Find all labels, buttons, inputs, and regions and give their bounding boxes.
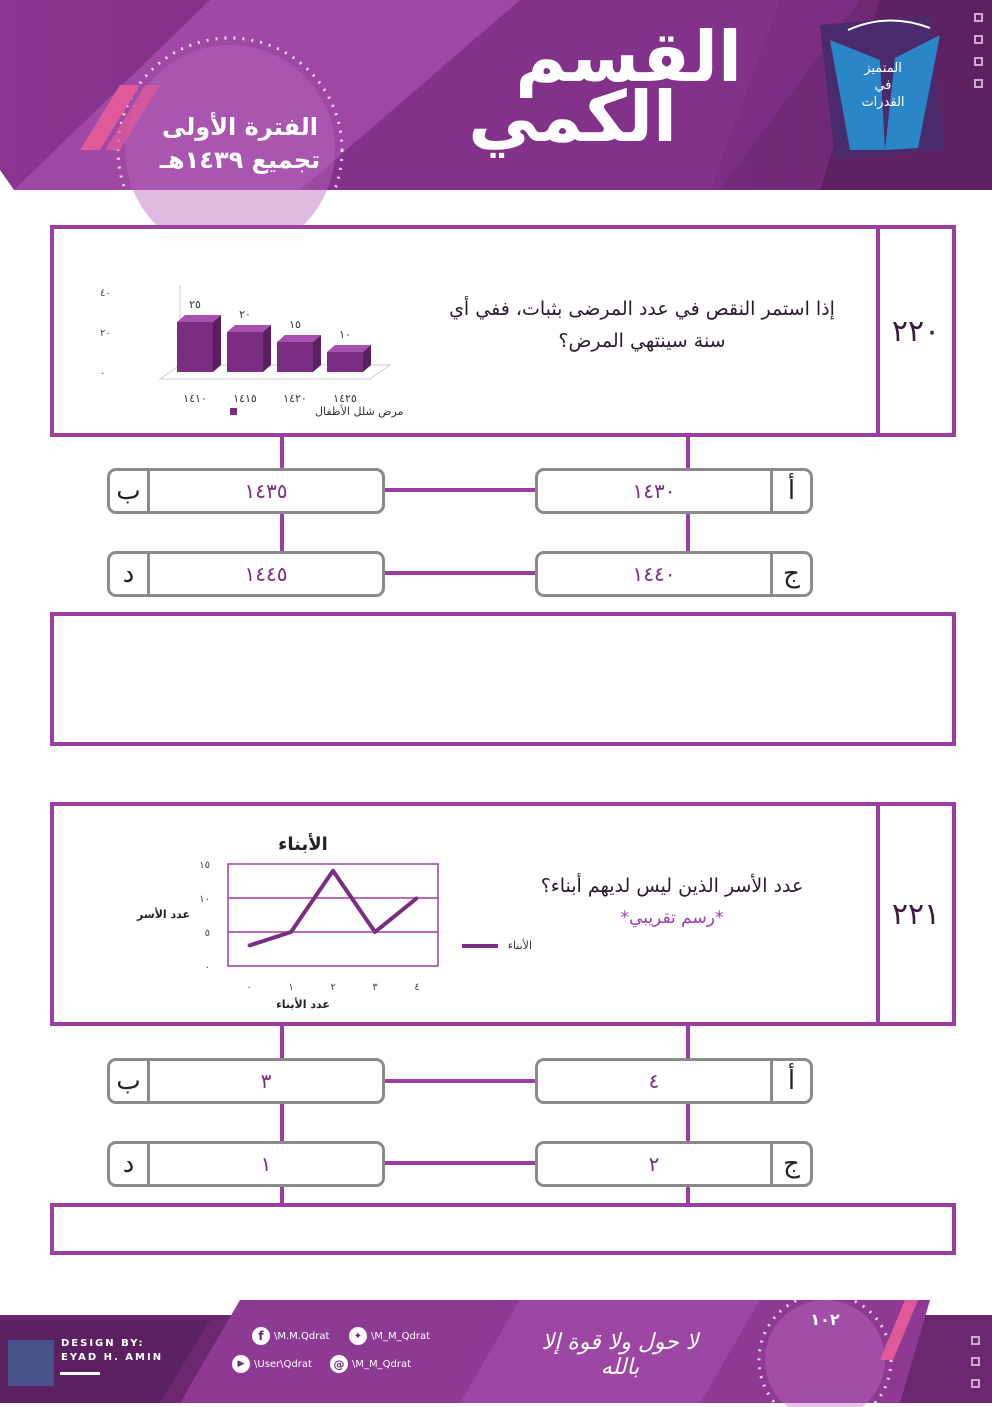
option-d[interactable] (107, 1141, 385, 1187)
bar-side (213, 315, 221, 372)
youtube-icon: ▶ (232, 1355, 250, 1373)
question-text-line1: إذا استمر النقص في عدد المرضى بثبات، ففي أي (449, 298, 835, 320)
y-axis-label: عدد الأسر (137, 908, 190, 921)
legend-label: مرض شلل الأطفال (315, 405, 404, 418)
question-box-220 (50, 225, 956, 437)
question-text-line2: سنة سينتهي المرض؟ (558, 330, 726, 352)
x-tick-label: ٢ (330, 982, 336, 993)
social-handle: \M_M_Qdrat (371, 1330, 431, 1342)
social-twitter[interactable] (349, 1327, 430, 1345)
data-point (416, 897, 419, 900)
legend-swatch (230, 408, 237, 415)
page-number: ١٠٢ (810, 1310, 840, 1329)
option-letter: ج (770, 554, 810, 594)
calligraphy-text: لا حول ولا قوة إلا بالله (541, 1330, 699, 1380)
period-subtitle: تجميع ١٤٣٩هـ (159, 146, 321, 174)
question-text (492, 870, 852, 934)
option-letter: أ (770, 1061, 810, 1101)
y-tick-label: ٠ (204, 962, 210, 973)
x-tick-label: ٣ (372, 982, 378, 993)
x-tick-label: ١٤١٠ (183, 392, 207, 405)
facebook-icon: f (252, 1327, 270, 1345)
logo-line2: في (874, 78, 892, 93)
option-d[interactable] (107, 551, 385, 597)
data-point (290, 931, 293, 934)
question-note: *رسم تقريبي* (620, 908, 724, 928)
series-line (249, 871, 417, 946)
option-letter: د (110, 554, 150, 594)
designer-name: EYAD H. AMIN (61, 1352, 164, 1363)
option-letter: أ (770, 471, 810, 511)
question-text (412, 293, 872, 357)
option-letter: ب (110, 471, 150, 511)
logo-line1: المتميز (864, 61, 902, 76)
data-label: ٢٠ (239, 308, 251, 321)
option-b[interactable] (107, 1058, 385, 1104)
x-tick-label: ٠ (246, 982, 252, 993)
page-header (0, 0, 992, 190)
option-letter: ج (770, 1144, 810, 1184)
question-number-col (876, 229, 952, 433)
option-c[interactable] (535, 1141, 813, 1187)
y-tick-label: ٥ (204, 928, 210, 939)
data-point (332, 869, 335, 872)
option-a[interactable] (535, 468, 813, 514)
option-a[interactable] (535, 1058, 813, 1104)
section-title-line2: الكمي (468, 76, 677, 158)
x-axis-label: عدد الأبناء (276, 998, 330, 1011)
option-b[interactable] (107, 468, 385, 514)
connector-line (384, 488, 536, 492)
x-tick-label: ١٤١٥ (233, 392, 257, 405)
x-tick-label: ١ (288, 982, 294, 993)
logo-line3: القدرات (861, 95, 905, 110)
bar-chart (80, 257, 404, 427)
option-value: ١٤٣٥ (244, 479, 288, 503)
question-number-col (876, 806, 952, 1022)
data-label: ١٠ (339, 328, 351, 341)
option-value: ٣ (260, 1069, 272, 1093)
option-value: ٢ (648, 1152, 660, 1176)
y-tick-label: ٤٠ (100, 288, 111, 299)
chart-title: الأبناء (278, 834, 328, 855)
option-letter: ب (110, 1061, 150, 1101)
y-tick-label: ٢٠ (100, 328, 111, 339)
design-by-label: DESIGN BY: (61, 1338, 145, 1349)
bar-side (263, 325, 271, 372)
connector-line (384, 1161, 536, 1165)
answer-explanation-box (50, 612, 956, 746)
data-point (374, 931, 377, 934)
option-letter: د (110, 1144, 150, 1184)
option-value: ١٤٣٠ (632, 479, 676, 503)
option-c[interactable] (535, 551, 813, 597)
social-email[interactable] (330, 1355, 411, 1373)
data-label: ١٥ (289, 318, 301, 331)
x-tick-label: ١٤٢٥ (333, 392, 357, 405)
social-facebook[interactable] (252, 1327, 329, 1345)
data-label: ٢٥ (189, 298, 201, 311)
period-title: الفترة الأولى (161, 113, 319, 141)
option-value: ٤ (648, 1069, 660, 1093)
x-tick-label: ٤ (414, 982, 420, 993)
bar (277, 342, 313, 372)
question-number: ٢٢١ (891, 896, 941, 932)
option-value: ١٤٤٠ (632, 562, 676, 586)
plot-area (228, 864, 438, 966)
question-box-221 (50, 802, 956, 1026)
option-value: ١٤٤٥ (244, 562, 288, 586)
twitter-icon: ✦ (349, 1327, 367, 1345)
social-handle: \M.M.Qdrat (274, 1330, 330, 1342)
y-tick-label: ١٠ (199, 894, 210, 905)
option-value: ١ (260, 1152, 272, 1176)
page-footer (0, 1300, 992, 1403)
connector-line (384, 571, 536, 575)
bar (177, 322, 213, 372)
data-point (248, 944, 251, 947)
connector-line (384, 1079, 536, 1083)
answer-explanation-box (50, 1203, 956, 1255)
y-tick-label: ١٥ (199, 860, 210, 871)
question-text-line1: عدد الأسر الذين ليس لديهم أبناء؟ (540, 875, 804, 897)
line-chart (80, 820, 532, 1020)
section-title-line1: القسم (515, 16, 742, 98)
social-handle: \M_M_Qdrat (352, 1358, 412, 1370)
social-youtube[interactable] (232, 1355, 312, 1373)
email-icon: @ (330, 1355, 348, 1373)
x-tick-label: ١٤٢٠ (283, 392, 307, 405)
bar (227, 332, 263, 372)
question-number: ٢٢٠ (891, 313, 941, 349)
legend-label: الأبناء (507, 939, 532, 952)
social-handle: \User\Qdrat (254, 1358, 312, 1370)
y-tick-label: ٠ (100, 368, 106, 379)
logo (848, 60, 918, 111)
bar (327, 352, 363, 372)
